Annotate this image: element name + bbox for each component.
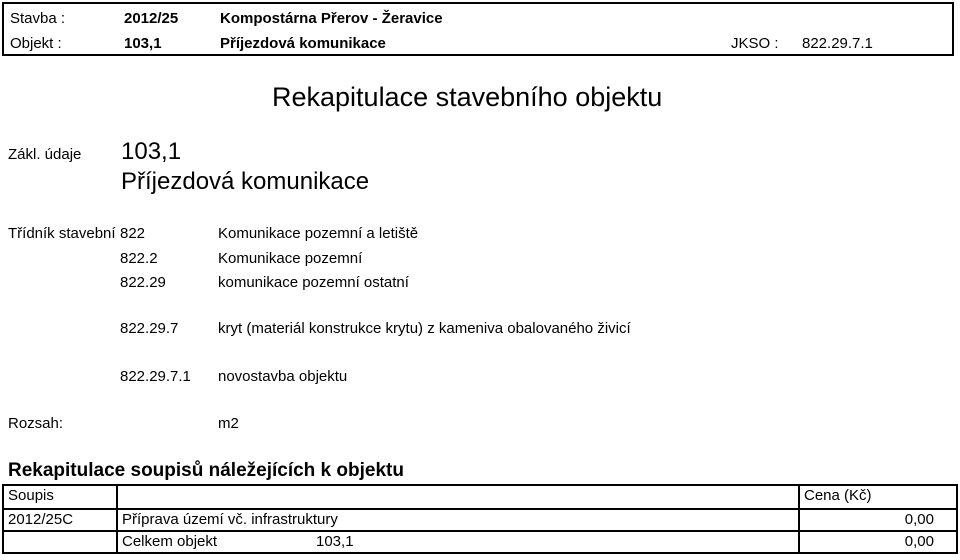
total-empty — [4, 532, 118, 552]
class-code-4: 822.29.7 — [120, 320, 179, 337]
stavba-name: Kompostárna Přerov - Žeravice — [220, 10, 443, 27]
table-total-row — [4, 530, 956, 552]
total-label: Celkem objekt — [122, 533, 218, 550]
table-row[interactable] — [4, 508, 956, 530]
stavba-label: Stavba : — [10, 10, 66, 27]
header-cena: Cena (Kč) — [804, 487, 872, 504]
zakl-code: 103,1 — [121, 138, 182, 165]
soupisy-section-title: Rekapitulace soupisů náležejících k objektu — [8, 460, 404, 481]
class-desc-1: Komunikace pozemní a letiště — [218, 225, 419, 242]
zakl-label: Zákl. údaje — [8, 146, 82, 163]
class-code-1: 822 — [120, 225, 146, 242]
classification-label: Třídník stavební — [8, 225, 116, 242]
table-header-row — [4, 486, 956, 508]
class-desc-5: novostavba objektu — [218, 368, 348, 385]
objekt-code: 103,1 — [124, 35, 162, 52]
jkso-value: 822.29.7.1 — [802, 35, 873, 52]
rozsah-unit: m2 — [218, 415, 239, 432]
row-code: 2012/25C — [4, 510, 118, 530]
total-cell — [118, 532, 800, 552]
row-name: Příprava území vč. infrastruktury — [118, 510, 800, 530]
header-soupis: Soupis — [4, 486, 118, 508]
stavba-code: 2012/25 — [124, 10, 179, 27]
page-title: Rekapitulace stavebního objektu — [272, 82, 663, 112]
jkso-label: JKSO : — [731, 35, 779, 52]
rozsah-label: Rozsah: — [8, 415, 64, 432]
objekt-name: Příjezdová komunikace — [220, 35, 386, 52]
class-code-2: 822.2 — [120, 250, 158, 267]
class-code-3: 822.29 — [120, 274, 166, 291]
class-code-5: 822.29.7.1 — [120, 368, 191, 385]
header-name — [118, 486, 800, 508]
objekt-label: Objekt : — [10, 35, 62, 52]
soupisy-table — [2, 484, 958, 554]
total-price: 0,00 — [904, 533, 934, 550]
class-desc-4: kryt (materiál konstrukce krytu) z kameniva obalovaného živicí — [218, 320, 631, 337]
zakl-name: Příjezdová komunikace — [121, 168, 370, 195]
row-price: 0,00 — [904, 511, 934, 528]
class-desc-2: Komunikace pozemní — [218, 250, 363, 267]
header-box — [2, 2, 954, 56]
class-desc-3: komunikace pozemní ostatní — [218, 274, 409, 291]
total-code: 103,1 — [316, 533, 354, 550]
